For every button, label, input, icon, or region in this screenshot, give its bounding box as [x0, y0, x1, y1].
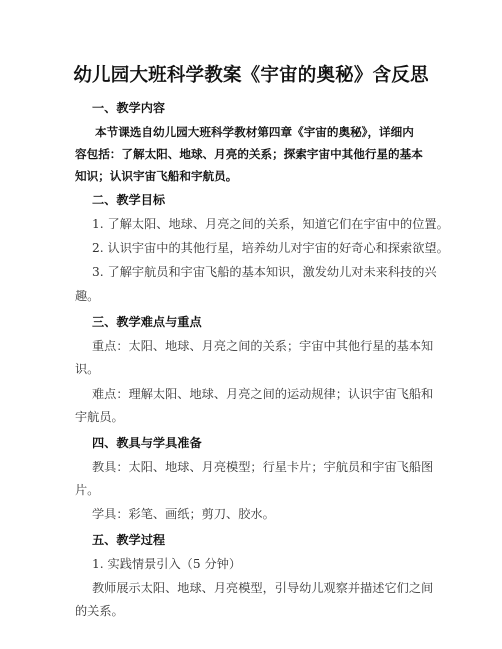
difficulty-line-2: 识。 — [75, 362, 100, 376]
content-line-2: 容包括：了解太阳、地球、月亮的关系；探索宇宙中其他行星的基本 — [75, 147, 423, 161]
content-line-1: 本节课选自幼儿园大班科学教材第四章《宇宙的奥秘》，详细内 — [95, 125, 414, 139]
section-heading-materials: 四、教具与学具准备 — [92, 436, 202, 450]
difficulty-line-1: 重点：太阳、地球、月亮之间的关系；宇宙中其他行星的基本知 — [92, 339, 434, 353]
materials-line-2: 片。 — [75, 483, 100, 497]
goal-line-2: 2. 认识宇宙中的其他行星，培养幼儿对宇宙的好奇心和探索欲望。 — [92, 241, 449, 255]
section-heading-goals: 二、教学目标 — [92, 193, 166, 207]
section-heading-content: 一、教学内容 — [92, 101, 166, 115]
process-line-1: 1. 实践情景引入（5 分钟） — [92, 557, 242, 571]
difficulty-line-3: 难点：理解太阳、地球、月亮之间的运动规律；认识宇宙飞船和 — [92, 387, 434, 401]
materials-line-3: 学具：彩笔、画纸；剪刀、胶水。 — [92, 507, 275, 521]
document-title: 幼儿园大班科学教案《宇宙的奥秘》含反思 — [73, 65, 429, 86]
process-line-2: 教师展示太阳、地球、月亮模型，引导幼儿观察并描述它们之间 — [92, 581, 434, 595]
section-heading-process: 五、教学过程 — [92, 533, 166, 547]
process-line-3: 的关系。 — [75, 604, 124, 618]
content-line-3: 知识；认识宇宙飞船和宇航员。 — [75, 169, 238, 183]
difficulty-line-4: 宇航员。 — [75, 410, 124, 424]
section-heading-difficulties: 三、教学难点与重点 — [92, 315, 202, 329]
goal-line-4: 趣。 — [75, 289, 100, 303]
goal-line-3: 3. 了解宇航员和宇宙飞船的基本知识，激发幼儿对未来科技的兴 — [92, 265, 437, 279]
materials-line-1: 教具：太阳、地球、月亮模型；行星卡片；宇航员和宇宙飞船图 — [92, 460, 434, 474]
goal-line-1: 1. 了解太阳、地球、月亮之间的关系，知道它们在宇宙中的位置。 — [92, 217, 449, 231]
